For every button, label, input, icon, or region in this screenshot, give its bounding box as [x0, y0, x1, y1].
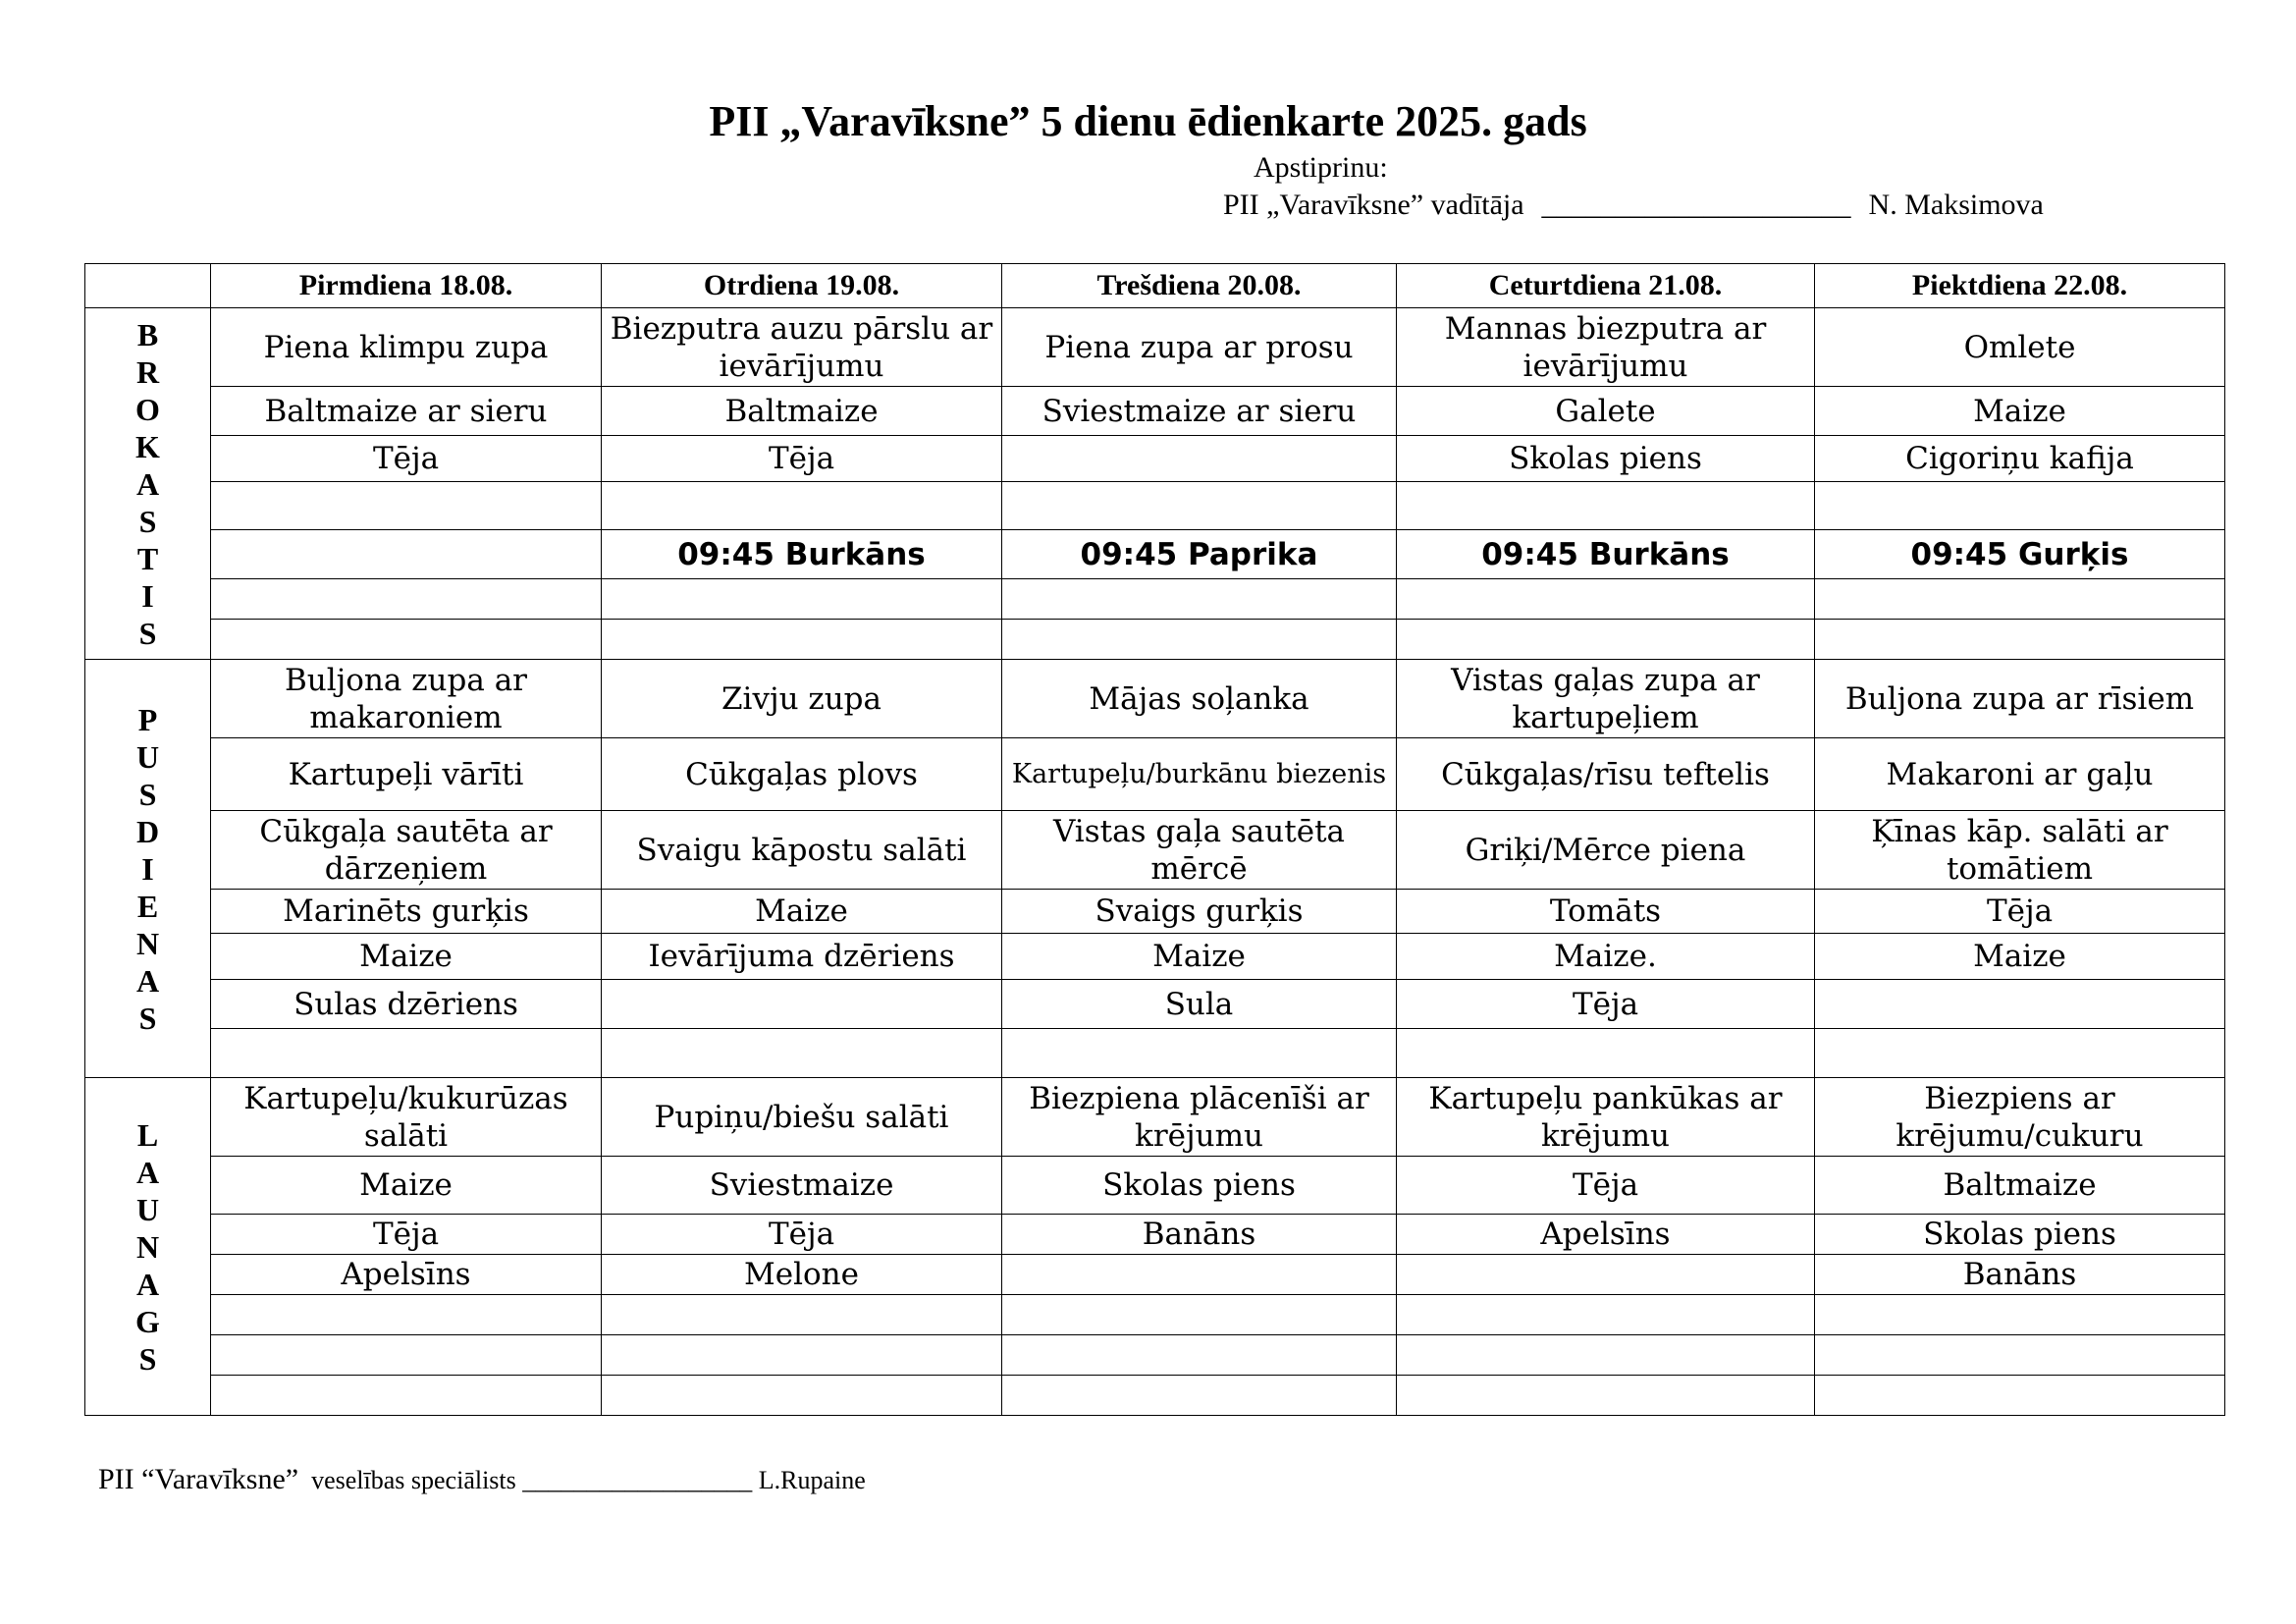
- meal-cell: [1002, 579, 1397, 620]
- menu-table: [84, 263, 2225, 1416]
- meal-cell: [602, 1376, 1002, 1416]
- meal-cell: [211, 1295, 602, 1335]
- meal-cell: Piena zupa ar prosu: [1002, 308, 1397, 387]
- meal-cell: Marinēts gurķis: [211, 890, 602, 934]
- menu-row: [85, 660, 2225, 738]
- meal-cell: [1397, 1255, 1815, 1295]
- meal-cell: Baltmaize: [1815, 1157, 2225, 1215]
- meal-cell: [1815, 579, 2225, 620]
- meal-cell: Buljona zupa ar makaroniem: [211, 660, 602, 738]
- menu-row: [85, 308, 2225, 387]
- section-letter: S: [138, 776, 157, 812]
- section-letter: N: [135, 925, 160, 961]
- meal-cell: Banāns: [1815, 1255, 2225, 1295]
- section-letter: O: [135, 391, 160, 427]
- menu-row: [85, 1157, 2225, 1215]
- snack-cell: 09:45 Burkāns: [602, 530, 1002, 579]
- meal-cell: [1002, 482, 1397, 530]
- meal-cell: Piena klimpu zupa: [211, 308, 602, 387]
- approve-label: Apstiprinu:: [1254, 151, 1388, 184]
- meal-cell: Tēja: [602, 1215, 1002, 1255]
- meal-cell: Tēja: [211, 436, 602, 482]
- day-header: Trešdiena 20.08.: [1002, 264, 1397, 308]
- meal-cell: Sviestmaize: [602, 1157, 1002, 1215]
- section-letter: A: [135, 962, 160, 999]
- meal-cell: Kartupeļi vārīti: [211, 738, 602, 811]
- meal-cell: Tomāts: [1397, 890, 1815, 934]
- menu-row: [85, 579, 2225, 620]
- menu-body: [85, 308, 2225, 1416]
- page-title: PII „Varavīksne” 5 dienu ēdienkarte 2025. gads: [709, 97, 1587, 145]
- meal-cell: Melone: [602, 1255, 1002, 1295]
- footer-signature-blank: __________________: [522, 1466, 753, 1494]
- meal-cell: Sulas dzēriens: [211, 980, 602, 1029]
- meal-cell: [1397, 1335, 1815, 1376]
- meal-cell: Tēja: [1397, 980, 1815, 1029]
- menu-row: [85, 1376, 2225, 1416]
- section-letter: A: [135, 1266, 160, 1302]
- meal-cell: Tēja: [1815, 890, 2225, 934]
- section-letter: D: [135, 813, 160, 849]
- meal-cell: Makaroni ar gaļu: [1815, 738, 2225, 811]
- meal-cell: Apelsīns: [1397, 1215, 1815, 1255]
- snack-cell: [211, 530, 602, 579]
- meal-cell: [1397, 1376, 1815, 1416]
- day-header: Pirmdiena 18.08.: [211, 264, 602, 308]
- meal-cell: Maize: [1815, 934, 2225, 980]
- meal-cell: Tēja: [211, 1215, 602, 1255]
- approve-role: PII „Varavīksne” vadītāja: [1223, 189, 1524, 221]
- meal-cell: [1002, 436, 1397, 482]
- section-letter: G: [135, 1303, 160, 1339]
- meal-cell: [1815, 1295, 2225, 1335]
- snack-cell: 09:45 Paprika: [1002, 530, 1397, 579]
- meal-cell: [211, 620, 602, 660]
- section-letter: A: [135, 465, 160, 502]
- approve-name: N. Maksimova: [1868, 189, 2044, 221]
- menu-row: [85, 1335, 2225, 1376]
- meal-cell: Maize: [602, 890, 1002, 934]
- meal-cell: Kartupeļu/burkānu biezenis: [1002, 738, 1397, 811]
- footer-role: veselības speciālists: [311, 1466, 516, 1494]
- meal-cell: Biezpiena plācenīši ar krējumu: [1002, 1078, 1397, 1157]
- meal-cell: [602, 1029, 1002, 1078]
- meal-cell: Mājas soļanka: [1002, 660, 1397, 738]
- meal-cell: Zivju zupa: [602, 660, 1002, 738]
- section-letter: S: [138, 615, 157, 651]
- meal-cell: Cigoriņu kafija: [1815, 436, 2225, 482]
- menu-row: [85, 811, 2225, 890]
- meal-cell: [1002, 1029, 1397, 1078]
- meal-cell: Maize: [1002, 934, 1397, 980]
- meal-cell: [1815, 482, 2225, 530]
- meal-cell: [1397, 1029, 1815, 1078]
- section-letter: P: [137, 701, 158, 737]
- meal-cell: Tēja: [602, 436, 1002, 482]
- menu-row: [85, 738, 2225, 811]
- menu-row: [85, 1215, 2225, 1255]
- meal-cell: Mannas biezputra ar ievārījumu: [1397, 308, 1815, 387]
- section-letter: E: [136, 888, 159, 924]
- menu-row: [85, 387, 2225, 436]
- meal-cell: Svaigs gurķis: [1002, 890, 1397, 934]
- section-letter: B: [136, 316, 159, 352]
- section-letter: T: [136, 540, 159, 576]
- meal-cell: [1002, 620, 1397, 660]
- meal-cell: Maize: [211, 934, 602, 980]
- meal-cell: Tēja: [1397, 1157, 1815, 1215]
- meal-cell: Skolas piens: [1002, 1157, 1397, 1215]
- section-label: [85, 308, 211, 660]
- meal-cell: Apelsīns: [211, 1255, 602, 1295]
- meal-cell: Ķīnas kāp. salāti ar tomātiem: [1815, 811, 2225, 890]
- meal-cell: Sula: [1002, 980, 1397, 1029]
- meal-cell: [211, 482, 602, 530]
- day-header: Otrdiena 19.08.: [602, 264, 1002, 308]
- meal-cell: Ievārījuma dzēriens: [602, 934, 1002, 980]
- menu-row: [85, 620, 2225, 660]
- meal-cell: [1815, 980, 2225, 1029]
- menu-row: [85, 530, 2225, 579]
- meal-cell: Banāns: [1002, 1215, 1397, 1255]
- section-letter: R: [135, 353, 160, 390]
- footer-prefix: PII “Varavīksne”: [98, 1463, 299, 1495]
- meal-cell: Biezputra auzu pārslu ar ievārījumu: [602, 308, 1002, 387]
- approve-signature-line: [1223, 189, 2044, 222]
- section-label: [85, 660, 211, 1078]
- footer-signature: [98, 1463, 866, 1496]
- meal-cell: Kartupeļu/kukurūzas salāti: [211, 1078, 602, 1157]
- meal-cell: [211, 1029, 602, 1078]
- approve-signature-blank: _____________________: [1541, 189, 1851, 221]
- menu-row: [85, 980, 2225, 1029]
- meal-cell: [1002, 1376, 1397, 1416]
- meal-cell: [211, 1376, 602, 1416]
- meal-cell: Sviestmaize ar sieru: [1002, 387, 1397, 436]
- meal-cell: [602, 620, 1002, 660]
- meal-cell: Vistas gaļas zupa ar kartupeļiem: [1397, 660, 1815, 738]
- section-letter: S: [138, 503, 157, 539]
- section-letter: K: [135, 428, 160, 464]
- meal-cell: Cūkgaļas/rīsu teftelis: [1397, 738, 1815, 811]
- meal-cell: Vistas gaļa sautēta mērcē: [1002, 811, 1397, 890]
- meal-cell: [602, 1335, 1002, 1376]
- meal-cell: [1815, 1335, 2225, 1376]
- meal-cell: [1397, 482, 1815, 530]
- menu-row: [85, 890, 2225, 934]
- menu-row: [85, 1255, 2225, 1295]
- meal-cell: Galete: [1397, 387, 1815, 436]
- section-letter: I: [141, 577, 154, 614]
- meal-cell: Maize: [1815, 387, 2225, 436]
- meal-cell: Omlete: [1815, 308, 2225, 387]
- menu-row: [85, 1295, 2225, 1335]
- section-label: [85, 1078, 211, 1416]
- meal-cell: [602, 1295, 1002, 1335]
- day-header: Piektdiena 22.08.: [1815, 264, 2225, 308]
- meal-cell: [211, 1335, 602, 1376]
- section-letter: I: [141, 850, 154, 887]
- meal-cell: Cūkgaļas plovs: [602, 738, 1002, 811]
- meal-cell: [1815, 1376, 2225, 1416]
- meal-cell: Skolas piens: [1397, 436, 1815, 482]
- meal-cell: [1397, 620, 1815, 660]
- section-letter: S: [138, 1000, 157, 1036]
- meal-cell: [602, 482, 1002, 530]
- meal-cell: [1815, 1029, 2225, 1078]
- meal-cell: Baltmaize ar sieru: [211, 387, 602, 436]
- menu-row: [85, 436, 2225, 482]
- meal-cell: Cūkgaļa sautēta ar dārzeņiem: [211, 811, 602, 890]
- meal-cell: Pupiņu/biešu salāti: [602, 1078, 1002, 1157]
- meal-cell: [1002, 1335, 1397, 1376]
- meal-cell: Maize: [211, 1157, 602, 1215]
- snack-cell: 09:45 Burkāns: [1397, 530, 1815, 579]
- meal-cell: [602, 980, 1002, 1029]
- section-letter: L: [136, 1116, 159, 1153]
- meal-cell: Maize.: [1397, 934, 1815, 980]
- meal-cell: Kartupeļu pankūkas ar krējumu: [1397, 1078, 1815, 1157]
- meal-cell: Baltmaize: [602, 387, 1002, 436]
- section-letter: S: [138, 1340, 157, 1377]
- day-header: Ceturtdiena 21.08.: [1397, 264, 1815, 308]
- meal-cell: [1002, 1295, 1397, 1335]
- meal-cell: [1815, 620, 2225, 660]
- corner-cell: [85, 264, 211, 308]
- menu-row: [85, 482, 2225, 530]
- meal-cell: [602, 579, 1002, 620]
- snack-cell: 09:45 Gurķis: [1815, 530, 2225, 579]
- meal-cell: Griķi/Mērce piena: [1397, 811, 1815, 890]
- meal-cell: Biezpiens ar krējumu/cukuru: [1815, 1078, 2225, 1157]
- section-letter: A: [135, 1154, 160, 1190]
- footer-name: L.Rupaine: [758, 1466, 866, 1494]
- meal-cell: [211, 579, 602, 620]
- meal-cell: [1397, 1295, 1815, 1335]
- section-letter: U: [135, 1191, 160, 1227]
- meal-cell: Svaigu kāpostu salāti: [602, 811, 1002, 890]
- meal-cell: Skolas piens: [1815, 1215, 2225, 1255]
- menu-row: [85, 934, 2225, 980]
- meal-cell: Buljona zupa ar rīsiem: [1815, 660, 2225, 738]
- header-row: [85, 264, 2225, 308]
- menu-row: [85, 1029, 2225, 1078]
- meal-cell: [1002, 1255, 1397, 1295]
- menu-row: [85, 1078, 2225, 1157]
- meal-cell: [1397, 579, 1815, 620]
- section-letter: N: [135, 1228, 160, 1265]
- section-letter: U: [135, 738, 160, 775]
